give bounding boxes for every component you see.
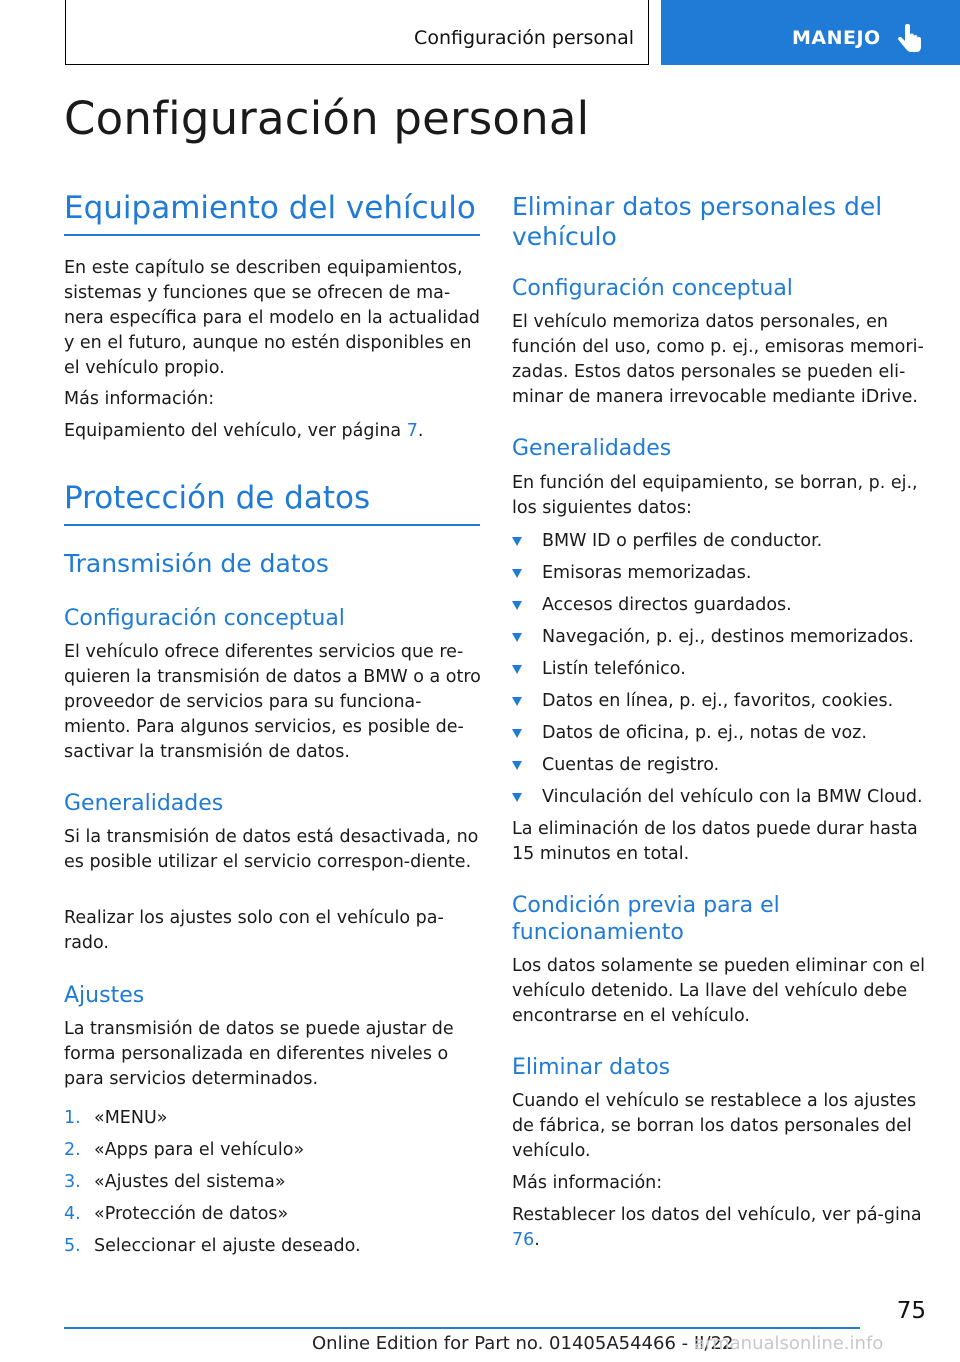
triangle-bullet-icon <box>512 665 522 674</box>
triangle-bullet-icon <box>512 601 522 610</box>
equipamiento-reference <box>64 419 482 444</box>
eliminar-personales-heading: Eliminar datos personales del vehículo <box>512 192 883 251</box>
bullet-text: Vinculación del vehículo con la BMW Cloud. <box>542 787 923 807</box>
duration-paragraph: La eliminación de los datos puede durar hasta 15 minutos en total. <box>512 819 918 864</box>
equipamiento-more-info: Más información: <box>64 389 215 409</box>
step-text: «MENU» <box>94 1108 168 1128</box>
step-number: 4. <box>64 1204 81 1224</box>
triangle-bullet-icon <box>512 633 522 642</box>
bullet-text: Navegación, p. ej., destinos memorizados. <box>542 627 914 647</box>
left-general-paragraph-2: Realizar los ajustes solo con el vehículo pa-rado. <box>64 908 444 953</box>
right-general-paragraph: En función del equipamiento, se borran, p. ej., los siguientes datos: <box>512 473 918 518</box>
right-concept-heading: Configuración conceptual <box>512 276 793 301</box>
footer-edition: Online Edition for Part no. 01405A54466 - II/22 <box>312 1333 734 1354</box>
page-link-76[interactable]: 76 <box>512 1230 535 1250</box>
left-concept-heading: Configuración conceptual <box>64 606 345 631</box>
triangle-bullet-icon <box>512 729 522 738</box>
condicion-paragraph: Los datos solamente se pueden eliminar con el vehículo detenido. La llave del vehículo debe encontrarse en el vehículo. <box>512 956 925 1026</box>
equipamiento-heading: Equipamiento del vehículo <box>64 190 476 226</box>
bullet-text: Emisoras memorizadas. <box>542 563 752 583</box>
header-section-tab <box>65 0 649 65</box>
page-title: Configuración personal <box>64 92 590 145</box>
step-number: 2. <box>64 1140 81 1160</box>
triangle-bullet-icon <box>512 697 522 706</box>
right-more-info: Más información: <box>512 1173 663 1193</box>
condicion-heading: Condición previa para el funcionamiento <box>512 893 780 945</box>
page-number: 75 <box>896 1298 926 1324</box>
triangle-bullet-icon <box>512 793 522 802</box>
left-general-paragraph-1: Si la transmisión de datos está desactivada, no es posible utilizar el servicio correspon-diente. <box>64 827 479 872</box>
equipamiento-rule <box>64 234 480 236</box>
ajustes-paragraph: La transmisión de datos se puede ajustar de forma personalizada en diferentes niveles o para servicios determinados. <box>64 1019 454 1089</box>
step-number: 1. <box>64 1108 81 1128</box>
right-concept-paragraph: El vehículo memoriza datos personales, en función del uso, como p. ej., emisoras memori-zadas. Estos datos personales se pueden eli-minar de manera irrevocable mediante iDrive. <box>512 312 924 407</box>
header-chapter-tab[interactable] <box>661 0 960 65</box>
triangle-bullet-icon <box>512 761 522 770</box>
step-text: Seleccionar el ajuste deseado. <box>94 1236 361 1256</box>
proteccion-rule <box>64 524 480 526</box>
step-text: «Ajustes del sistema» <box>94 1172 286 1192</box>
eliminar-datos-heading: Eliminar datos <box>512 1055 671 1080</box>
bullet-text: Datos de oficina, p. ej., notas de voz. <box>542 723 867 743</box>
triangle-bullet-icon <box>512 537 522 546</box>
header-chapter-label: MANEJO <box>792 27 881 49</box>
footer-rule <box>64 1327 860 1329</box>
proteccion-heading: Protección de datos <box>64 480 371 516</box>
bullet-text: Accesos directos guardados. <box>542 595 792 615</box>
bullet-text: Cuentas de registro. <box>542 755 720 775</box>
reference-text: Equipamiento del vehículo, ver página <box>64 421 407 441</box>
page-link-7[interactable]: 7 <box>406 421 418 441</box>
equipamiento-paragraph: En este capítulo se describen equipamientos, sistemas y funciones que se ofrecen de ma-nera específica para el modelo en la actualidad y en el futuro, aunque no estén disponibles en el vehículo propio. <box>64 258 481 378</box>
hand-pointer-icon <box>897 24 923 54</box>
step-text: «Apps para el vehículo» <box>94 1140 305 1160</box>
bullet-text: Datos en línea, p. ej., favoritos, cookies. <box>542 691 894 711</box>
reference-end: . <box>534 1230 540 1250</box>
watermark: armanualsonline.info <box>694 1333 884 1354</box>
step-number: 5. <box>64 1236 81 1256</box>
triangle-bullet-icon <box>512 569 522 578</box>
header-section-title: Configuración personal <box>414 27 634 49</box>
right-general-heading: Generalidades <box>512 436 672 461</box>
left-concept-paragraph: El vehículo ofrece diferentes servicios que re-quieren la transmisión de datos a BMW o a otro proveedor de servicios para su funciona-miento. Para algunos servicios, es posible de-sactivar la transmisión de datos. <box>64 642 481 762</box>
step-text: «Protección de datos» <box>94 1204 289 1224</box>
reference-end: . <box>417 421 424 441</box>
bullet-text: BMW ID o perfiles de conductor. <box>542 531 823 551</box>
eliminar-datos-paragraph: Cuando el vehículo se restablece a los ajustes de fábrica, se borran los datos personales del vehículo. <box>512 1091 917 1161</box>
left-general-heading: Generalidades <box>64 791 224 816</box>
right-reference <box>512 1203 930 1253</box>
step-number: 3. <box>64 1172 81 1192</box>
bullet-text: Listín telefónico. <box>542 659 686 679</box>
transmision-heading: Transmisión de datos <box>64 549 329 578</box>
reference-text: Restablecer los datos del vehículo, ver pá-gina <box>512 1205 922 1225</box>
ajustes-heading: Ajustes <box>64 983 145 1008</box>
